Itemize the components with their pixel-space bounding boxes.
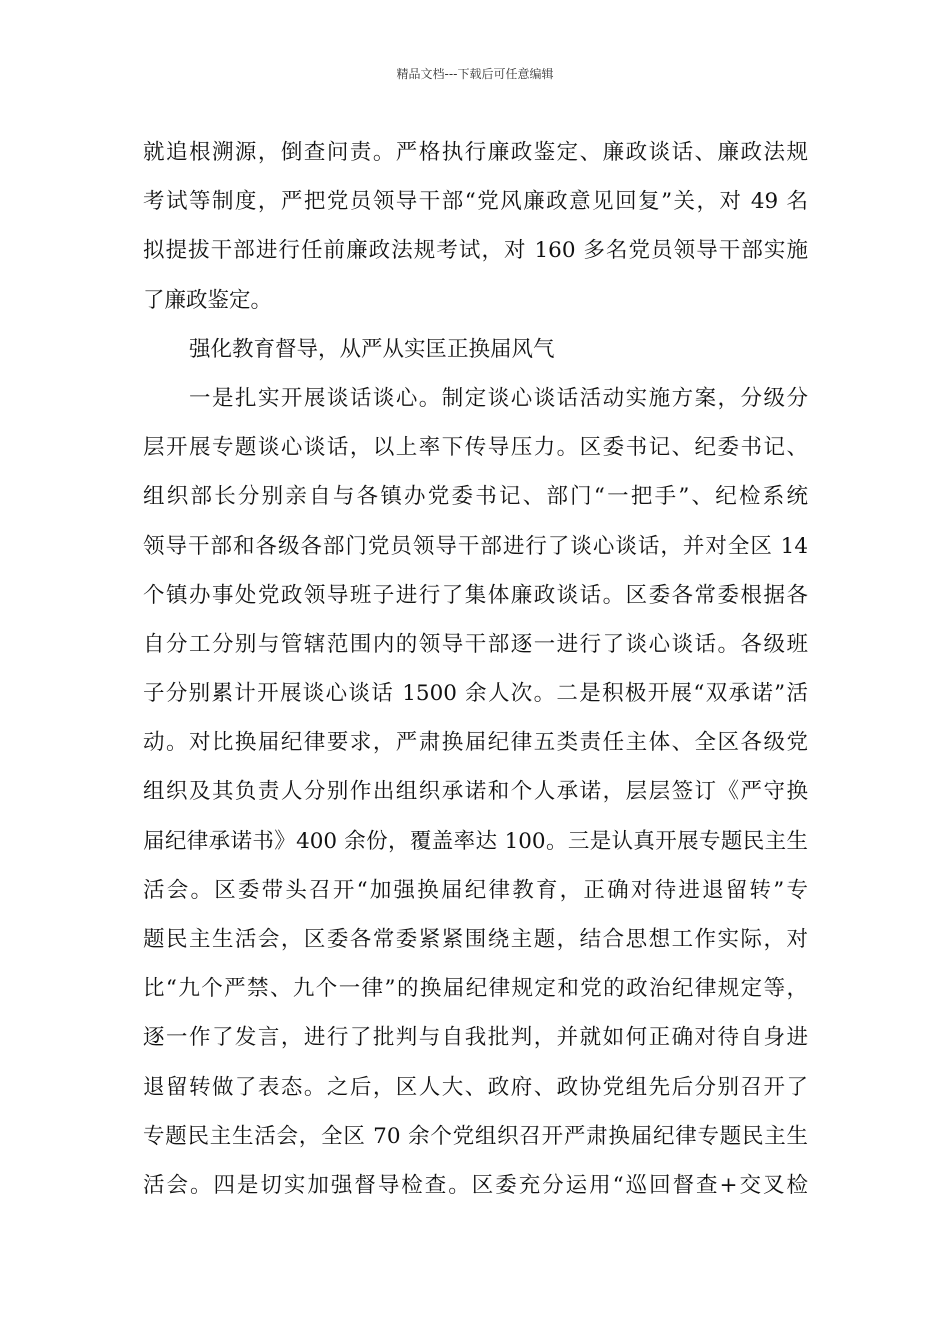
text-line: 动。对比换届纪律要求，严肃换届纪律五类责任主体、全区各级党 — [143, 730, 808, 756]
text-line: 考试等制度，严把党员领导干部“党风廉政意见回复”关，对 49 名 — [143, 189, 808, 215]
page-header: 精品文档---下载后可任意编辑 — [396, 67, 554, 81]
text-line: 自分工分别与管辖范围内的领导干部逐一进行了谈心谈话。各级班 — [143, 631, 808, 657]
text-line: 领导干部和各级各部门党员领导干部进行了谈心谈话，并对全区 14 — [143, 533, 808, 559]
text-line: 拟提拔干部进行任前廉政法规考试，对 160 多名党员领导干部实施 — [143, 238, 808, 264]
text-line: 活会。四是切实加强督导检查。区委充分运用“巡回督查+交叉检 — [143, 1172, 808, 1198]
text-line: 层开展专题谈心谈话，以上率下传导压力。区委书记、纪委书记、 — [143, 435, 808, 461]
text-line: 一是扎实开展谈话谈心。制定谈心谈话活动实施方案，分级分 — [189, 385, 808, 411]
text-line: 比“九个严禁、九个一律”的换届纪律规定和党的政治纪律规定等， — [143, 976, 808, 1002]
text-line: 组织及其负责人分别作出组织承诺和个人承诺，层层签订《严守换 — [143, 779, 808, 805]
document-body — [143, 128, 808, 1210]
text-line: 子分别累计开展谈心谈话 1500 余人次。二是积极开展“双承诺”活 — [143, 681, 808, 707]
text-line: 题民主生活会，区委各常委紧紧围绕主题，结合思想工作实际，对 — [143, 927, 808, 952]
text-line: 退留转做了表态。之后，区人大、政府、政协党组先后分别召开了 — [143, 1074, 808, 1100]
text-line: 了廉政鉴定。 — [143, 287, 273, 313]
text-line: 逐一作了发言，进行了批判与自我批判，并就如何正确对待自身进 — [143, 1025, 808, 1051]
text-line: 届纪律承诺书》400 余份，覆盖率达 100。三是认真开展专题民主生 — [143, 828, 808, 854]
text-line: 个镇办事处党政领导班子进行了集体廉政谈话。区委各常委根据各 — [143, 582, 808, 608]
text-line: 专题民主生活会，全区 70 余个党组织召开严肃换届纪律专题民主生 — [143, 1123, 808, 1149]
text-line: 就追根溯源，倒查问责。严格执行廉政鉴定、廉政谈话、廉政法规 — [143, 140, 808, 165]
text-line: 组织部长分别亲自与各镇办党委书记、部门“一把手”、纪检系统 — [143, 484, 808, 510]
section-heading: 强化教育督导，从严从实匡正换届风气 — [189, 336, 555, 362]
text-line: 活会。区委带头召开“加强换届纪律教育，正确对待进退留转”专 — [143, 877, 808, 903]
